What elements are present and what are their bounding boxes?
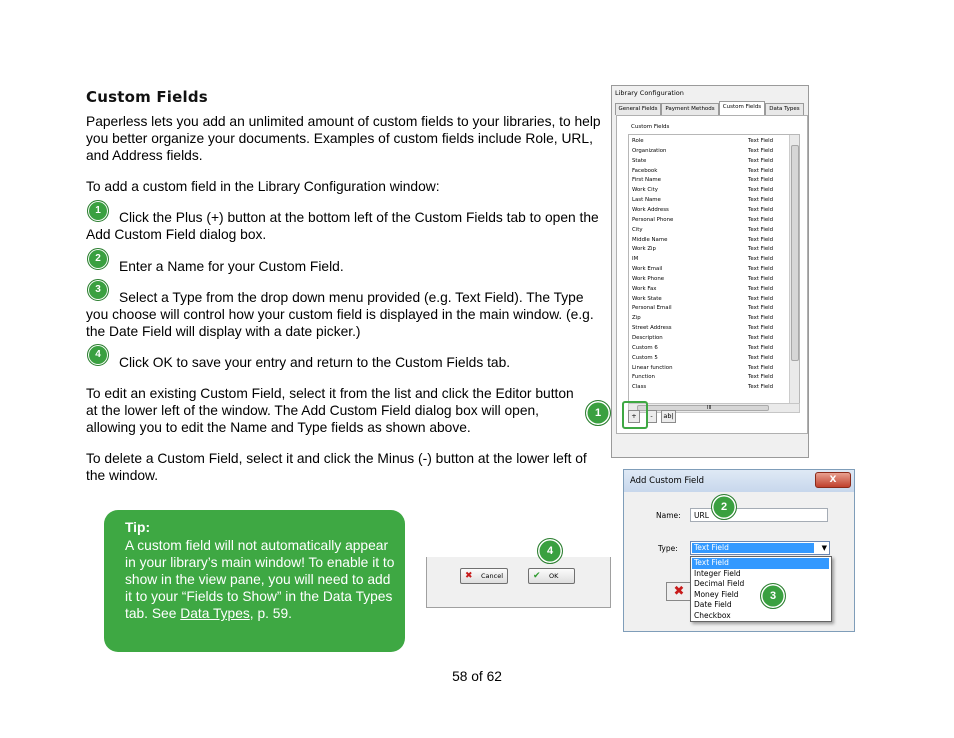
field-name: First Name xyxy=(632,177,661,184)
table-row[interactable] xyxy=(632,383,782,393)
table-row[interactable] xyxy=(632,147,782,157)
field-type: Text Field xyxy=(748,354,774,361)
table-row[interactable] xyxy=(632,354,782,364)
remove-field-button[interactable]: - xyxy=(646,410,657,423)
field-name: Function xyxy=(632,374,655,381)
type-label: Type: xyxy=(658,544,678,553)
edit-field-button[interactable]: ab| xyxy=(661,410,676,423)
field-type: Text Field xyxy=(748,305,774,312)
group-title: Custom Fields xyxy=(631,124,670,130)
cancel-x-icon: ✖ xyxy=(465,571,473,581)
table-row[interactable] xyxy=(632,206,782,216)
field-name: IM xyxy=(632,256,639,263)
field-type: Text Field xyxy=(748,374,774,381)
table-row[interactable] xyxy=(632,265,782,275)
window-title: Library Configuration xyxy=(615,89,684,97)
table-row[interactable] xyxy=(632,285,782,295)
name-label: Name: xyxy=(656,511,681,520)
close-button[interactable]: X xyxy=(815,472,851,488)
field-type: Text Field xyxy=(748,266,774,273)
field-type: Text Field xyxy=(748,275,774,282)
field-type: Text Field xyxy=(748,315,774,322)
tab-bar xyxy=(615,101,807,115)
field-name: Linear function xyxy=(632,364,673,371)
table-row[interactable] xyxy=(632,324,782,334)
field-type: Text Field xyxy=(748,236,774,243)
field-type: Text Field xyxy=(748,256,774,263)
tab-data-types[interactable]: Data Types xyxy=(765,103,804,115)
field-name: Custom 6 xyxy=(632,344,658,351)
field-name: Custom 5 xyxy=(632,354,658,361)
step-4-text: Click OK to save your entry and return to the Custom Fields tab. xyxy=(119,355,511,370)
ok-button[interactable]: ✔ OK xyxy=(528,568,575,584)
step-2-text: Enter a Name for your Custom Field. xyxy=(119,259,344,274)
field-name: Work City xyxy=(632,187,658,194)
field-type: Text Field xyxy=(748,147,774,154)
table-row[interactable] xyxy=(632,255,782,265)
data-types-link[interactable]: Data Types xyxy=(180,606,250,621)
add-field-button[interactable]: + xyxy=(628,410,640,423)
field-name: State xyxy=(632,157,647,164)
delete-paragraph: To delete a Custom Field, select it and click the Minus (-) button at the lower left of the window. xyxy=(86,451,587,483)
type-selected-value: Text Field xyxy=(692,543,814,553)
table-row[interactable] xyxy=(632,334,782,344)
step-3-text: Select a Type from the drop down menu provided (e.g. Text Field). The Type you choose will control how your custom field is displayed in the main window. (e.g. the Date Field will display with a date picker.) xyxy=(86,290,594,339)
field-type: Text Field xyxy=(748,384,774,391)
field-name: Work State xyxy=(632,295,662,302)
tab-general-fields[interactable]: General Fields xyxy=(615,103,661,115)
cancel-button[interactable]: ✖ Cancel xyxy=(460,568,508,584)
field-type: Text Field xyxy=(748,167,774,174)
dialog-buttons-snippet xyxy=(426,557,611,608)
table-row[interactable] xyxy=(632,137,782,147)
cancel-x-icon[interactable]: ✖ xyxy=(666,582,692,601)
field-type: Text Field xyxy=(748,285,774,292)
dialog-title: Add Custom Field xyxy=(630,476,705,486)
custom-fields-list[interactable] xyxy=(628,134,800,404)
scroll-grip: III xyxy=(707,405,712,411)
table-row[interactable] xyxy=(632,186,782,196)
field-type: Text Field xyxy=(748,206,774,213)
field-name: Role xyxy=(632,138,644,144)
table-row[interactable] xyxy=(632,167,782,177)
tip-box xyxy=(104,510,405,652)
table-row[interactable] xyxy=(632,236,782,246)
table-row[interactable] xyxy=(632,275,782,285)
field-name: Zip xyxy=(632,315,641,322)
field-type: Text Field xyxy=(748,325,774,332)
table-row[interactable] xyxy=(632,373,782,383)
callout-1: 1 xyxy=(585,400,611,426)
type-option[interactable]: Text Field xyxy=(692,558,829,569)
dropdown-arrow-icon[interactable]: ▼ xyxy=(821,544,827,552)
table-row[interactable] xyxy=(632,196,782,206)
field-type: Text Field xyxy=(748,295,774,302)
field-type: Text Field xyxy=(748,344,774,351)
step-1-badge: 1 xyxy=(87,200,109,222)
callout-3: 3 xyxy=(760,583,786,609)
callout-4: 4 xyxy=(537,538,563,564)
check-icon: ✔ xyxy=(533,571,541,581)
step-1-text: Click the Plus (+) button at the bottom left of the Custom Fields tab to open the Add Custom Field dialog box. xyxy=(86,210,599,242)
field-name: Work Phone xyxy=(632,275,665,282)
field-name: Street Address xyxy=(632,325,672,332)
scroll-thumb[interactable] xyxy=(791,145,799,361)
table-row[interactable] xyxy=(632,245,782,255)
field-name: Work Zip xyxy=(632,246,656,253)
table-row[interactable] xyxy=(632,295,782,305)
type-select[interactable] xyxy=(690,541,830,555)
field-name: Description xyxy=(632,335,663,341)
field-type: Text Field xyxy=(748,197,774,204)
field-name: Personal Email xyxy=(632,305,672,312)
page-number: 58 of 62 xyxy=(452,669,502,684)
field-type: Text Field xyxy=(748,246,774,253)
type-option[interactable]: Money Field xyxy=(694,589,739,599)
add-button-highlight xyxy=(622,401,648,429)
field-name: City xyxy=(632,226,643,233)
table-row[interactable] xyxy=(632,364,782,374)
field-name: Personal Phone xyxy=(632,216,674,223)
table-row[interactable] xyxy=(632,157,782,167)
edit-paragraph: To edit an existing Custom Field, select it from the list and click the Editor button at the lower left of the window. The Add Custom Field dialog box will open, allowing you to edit the Name and Type fields as shown above. xyxy=(86,386,574,435)
tab-payment-methods[interactable]: Payment Methods xyxy=(661,103,719,115)
step-2-badge: 2 xyxy=(87,248,109,270)
table-row[interactable] xyxy=(632,344,782,354)
callout-2: 2 xyxy=(711,494,737,520)
type-option[interactable]: Checkbox xyxy=(694,610,731,620)
name-input[interactable]: URL xyxy=(690,508,828,522)
field-name: Class xyxy=(632,384,647,391)
step-3-badge: 3 xyxy=(87,279,109,301)
vertical-scrollbar[interactable] xyxy=(789,135,799,403)
add-custom-field-dialog xyxy=(623,469,855,632)
field-type: Text Field xyxy=(748,364,774,371)
type-option[interactable]: Integer Field xyxy=(694,568,741,578)
table-row[interactable] xyxy=(632,176,782,186)
type-option[interactable]: Decimal Field xyxy=(694,579,745,588)
field-name: Organization xyxy=(632,147,667,154)
table-row[interactable] xyxy=(632,304,782,314)
field-type: Text Field xyxy=(748,216,774,223)
field-type: Text Field xyxy=(748,157,774,164)
field-type: Text Field xyxy=(748,177,774,184)
page-title: Custom Fields xyxy=(86,88,208,106)
field-type: Text Field xyxy=(748,187,774,194)
field-name: Work Address xyxy=(632,206,669,213)
field-type: Text Field xyxy=(748,335,774,341)
field-type: Text Field xyxy=(748,226,774,233)
table-row[interactable] xyxy=(632,216,782,226)
field-name: Facebook xyxy=(632,167,658,174)
tip-body: A custom field will not automatically appear in your library’s main window! To enable it to show in the view pane, you will need to add it to your “Fields to Show” in the Data Types tab. See Data Types, p. 59. xyxy=(125,538,395,621)
tip-title: Tip: xyxy=(125,520,151,535)
lead-in-paragraph: To add a custom field in the Library Configuration window: xyxy=(86,179,440,194)
tab-custom-fields[interactable]: Custom Fields xyxy=(719,101,765,116)
step-4-badge: 4 xyxy=(87,344,109,366)
field-name: Middle Name xyxy=(632,236,668,243)
custom-fields-panel xyxy=(616,115,808,434)
table-row[interactable] xyxy=(632,314,782,324)
intro-paragraph: Paperless lets you add an unlimited amount of custom fields to your libraries, to help you better organize your documents. Examples of custom fields include Role, URL, and Address fields. xyxy=(86,114,601,163)
field-name: Last Name xyxy=(632,197,661,204)
field-name: Work Fax xyxy=(632,285,657,292)
type-option[interactable]: Date Field xyxy=(694,600,732,609)
table-row[interactable] xyxy=(632,226,782,236)
field-name: Work Email xyxy=(632,266,663,273)
field-type: Text Field xyxy=(748,138,774,144)
